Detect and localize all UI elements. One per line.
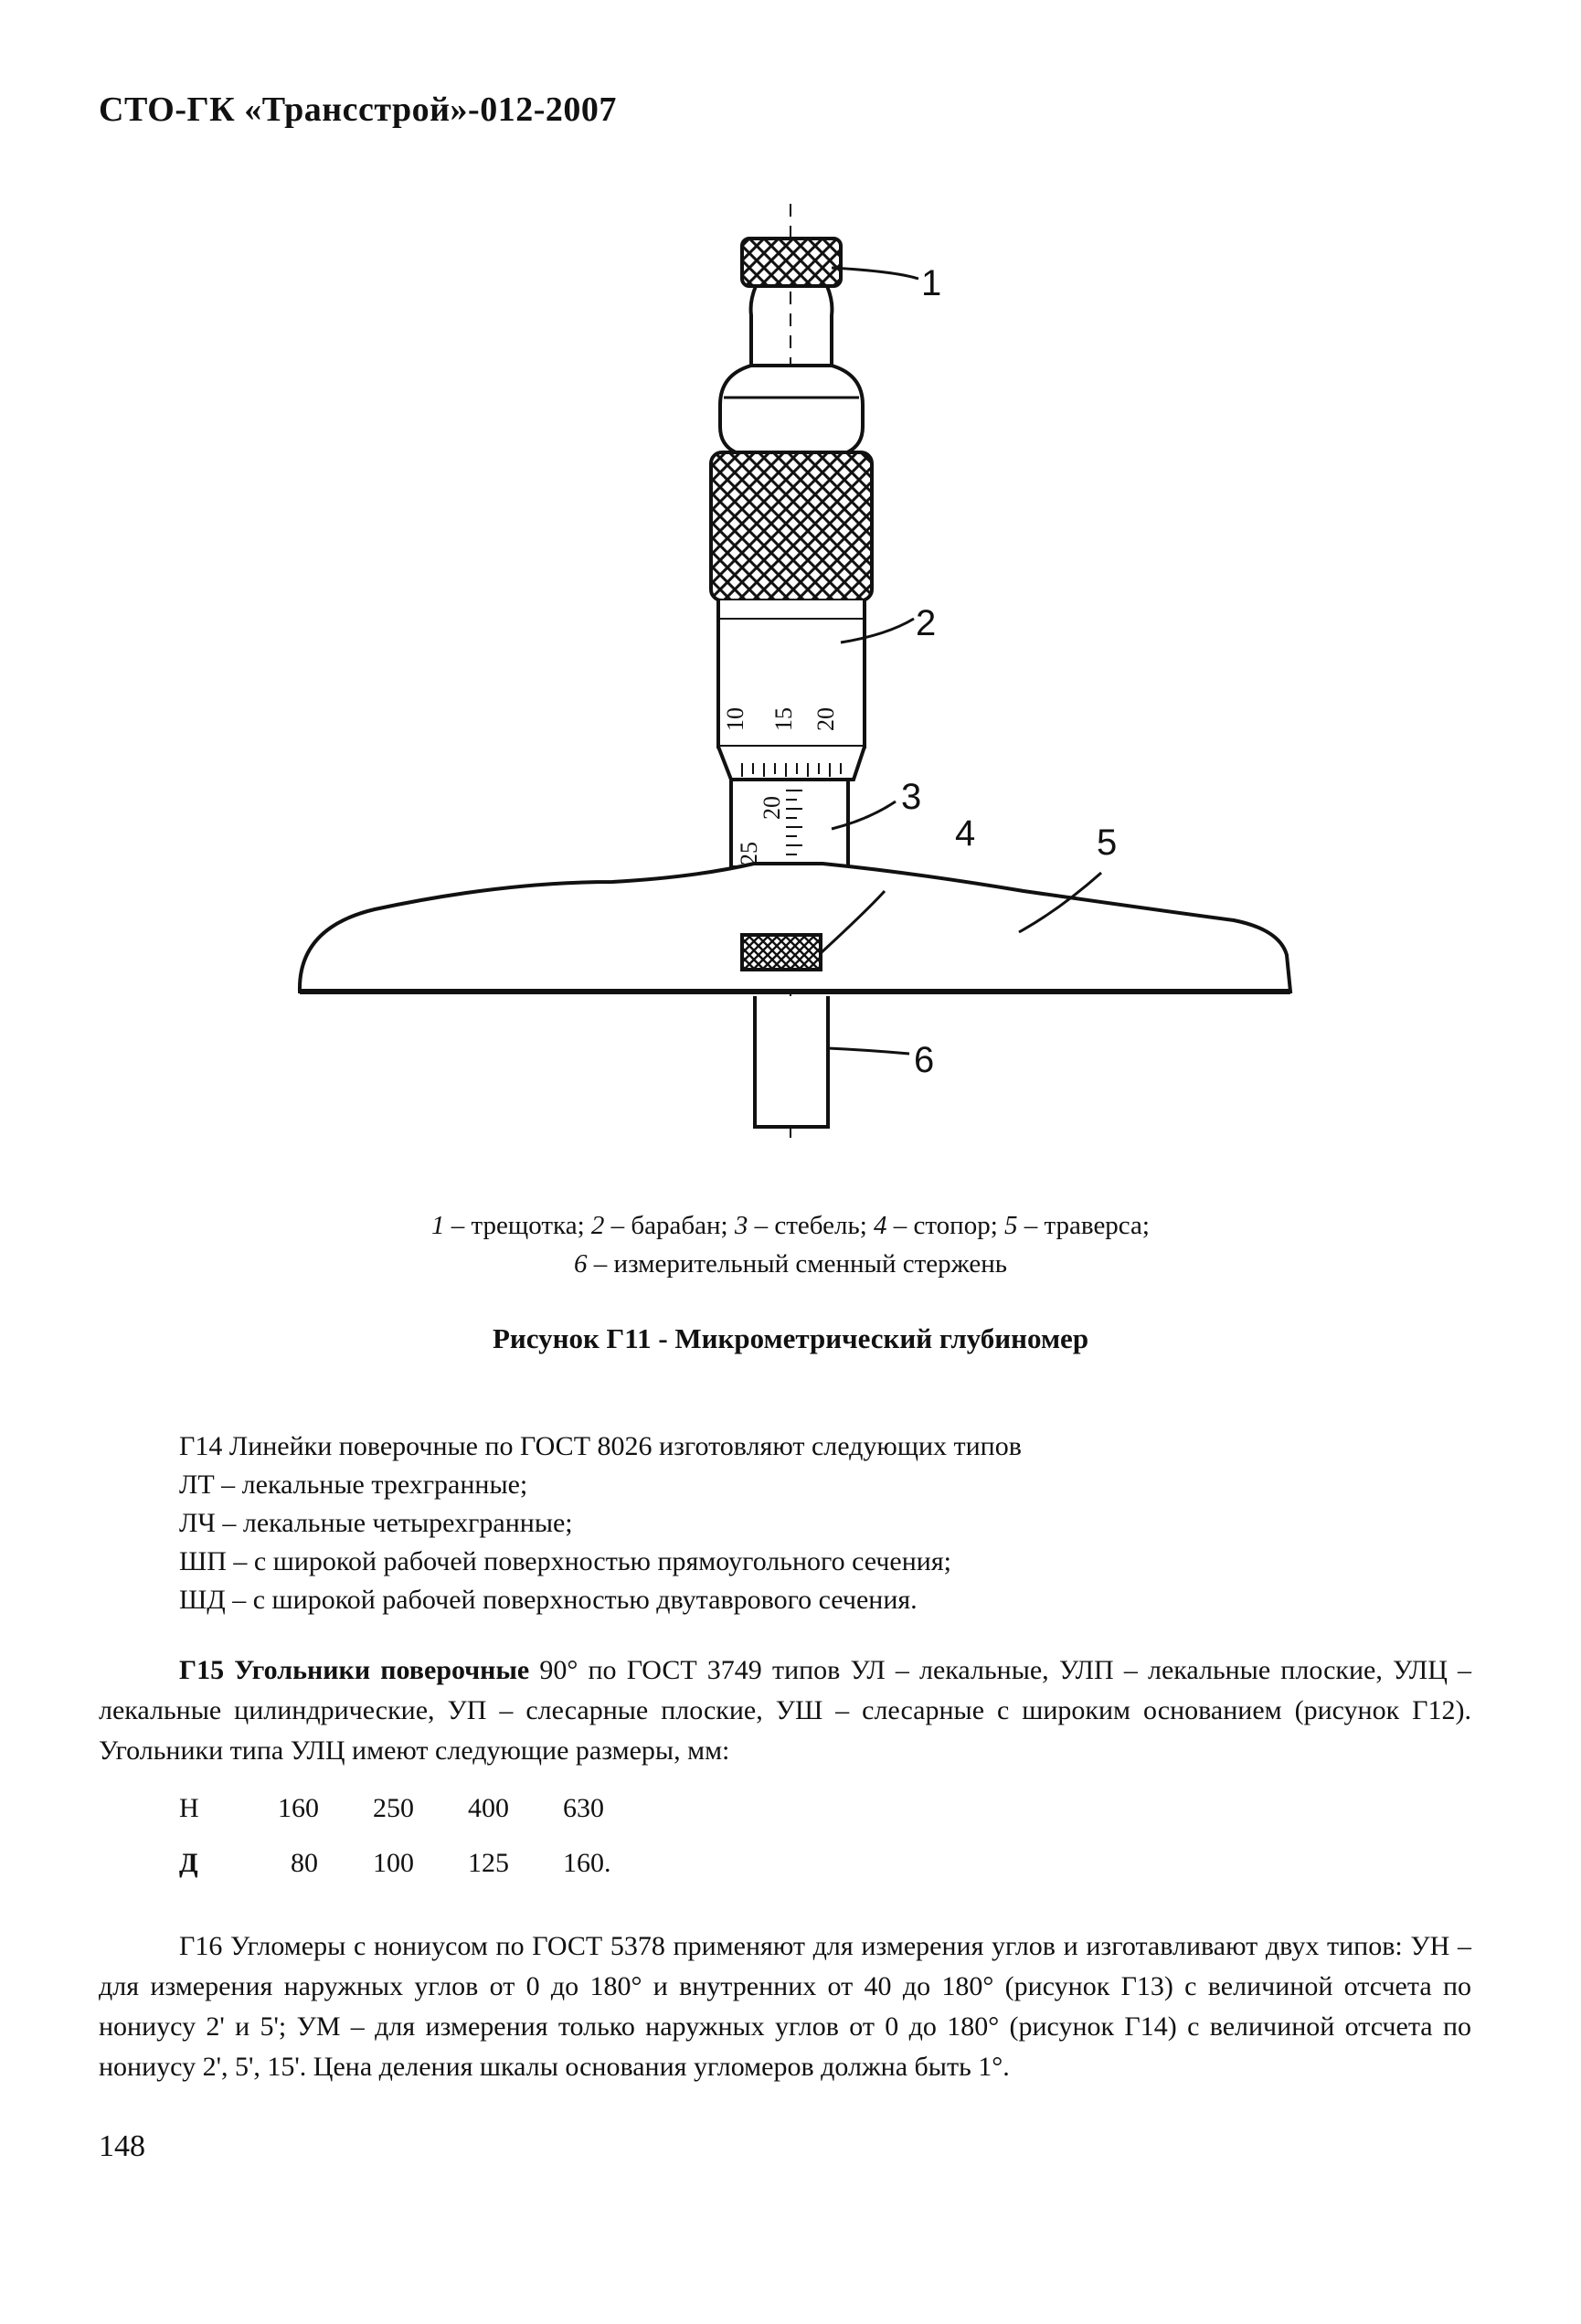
g14-item-shd: ШД – с широкой рабочей поверхностью двутаврового сечения. bbox=[179, 1585, 918, 1615]
g14-intro: Г14 Линейки поверочные по ГОСТ 8026 изготовляют следующих типов bbox=[179, 1431, 1022, 1461]
part-label-2: 2 bbox=[916, 603, 937, 643]
scale-mark-10: 10 bbox=[722, 707, 748, 731]
g15-cell: 80 bbox=[291, 1848, 318, 1878]
part-label-5: 5 bbox=[1097, 822, 1118, 863]
micrometer-depth-gauge-figure bbox=[274, 187, 1334, 1156]
document-code-header: СТО-ГК «Трансстрой»-012-2007 bbox=[99, 90, 617, 129]
g14-item-lt: ЛТ – лекальные трехгранные; bbox=[179, 1470, 528, 1500]
g14-item-shp: ШП – с широкой рабочей поверхностью прямоугольного сечения; bbox=[179, 1546, 951, 1576]
g15-cell: 125 bbox=[468, 1848, 509, 1878]
g15-row-label: Н bbox=[179, 1793, 199, 1823]
g15-cell: 160 bbox=[278, 1793, 319, 1823]
g15-cell: 160. bbox=[563, 1848, 611, 1878]
part-label-1: 1 bbox=[921, 263, 942, 303]
g15-cell: 100 bbox=[373, 1848, 414, 1878]
g14-item-lch: ЛЧ – лекальные четырехгранные; bbox=[179, 1508, 573, 1538]
part-label-4: 4 bbox=[955, 813, 976, 854]
g15-cell: 400 bbox=[468, 1793, 509, 1823]
scale-mark-20: 20 bbox=[812, 707, 839, 731]
g15-paragraph: Г15 Угольники поверочные 90° по ГОСТ 3749 типов УЛ – лекальные, УЛП – лекальные плоские, УЛЦ – лекальные цилиндрические, УП – слесарные плоские, УШ – слесарные с широким основанием (рисунок Г12). Угольники типа УЛЦ имеют следующие размеры, мм: bbox=[99, 1655, 1472, 1766]
figure-caption-line2: 6 – измерительный сменный стержень bbox=[574, 1249, 1007, 1279]
page-number: 148 bbox=[99, 2129, 145, 2163]
part-label-3: 3 bbox=[901, 777, 922, 817]
g16-paragraph: Г16 Угломеры с нониусом по ГОСТ 5378 применяют для измерения углов и изготавливают двух типов: УН – для измерения наружных углов от 0 до 180° и внутренних от 40 до 180° (рисунок Г13) с величиной отсчета по нониусу 2' и 5'; УМ – для измерения только наружных углов от 0 до 180° (рисунок Г14) с величиной отсчета по нониусу 2', 5', 15'. Цена деления шкалы основания угломеров должна быть 1°. bbox=[99, 1931, 1471, 2082]
stem-mark-25: 25 bbox=[736, 842, 762, 865]
figure-title: Рисунок Г11 - Микрометрический глубиномер bbox=[492, 1322, 1089, 1354]
figure-caption-line1: 1 – трещотка; 2 – барабан; 3 – стебель; 4 – стопор; 5 – траверса; bbox=[431, 1211, 1150, 1240]
scale-mark-15: 15 bbox=[770, 707, 797, 731]
g15-cell: 250 bbox=[373, 1793, 414, 1823]
g15-row-label: Д bbox=[179, 1848, 198, 1878]
g15-cell: 630 bbox=[563, 1793, 604, 1823]
part-label-6: 6 bbox=[914, 1040, 935, 1080]
stem-mark-20: 20 bbox=[759, 796, 785, 820]
